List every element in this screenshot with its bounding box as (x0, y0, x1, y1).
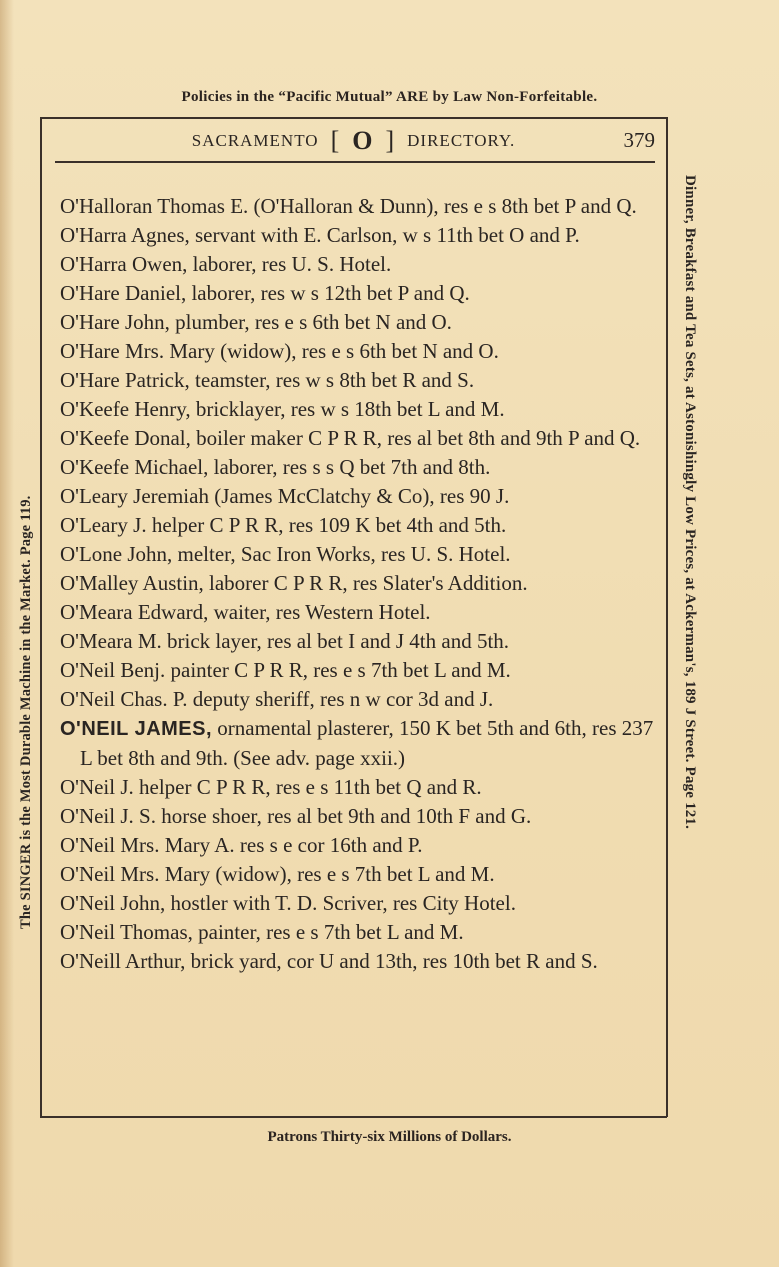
left-margin-advertisement: The SINGER is the Most Durable Machine in the Market. Page 119. (18, 495, 34, 929)
entry-text: ornamental plasterer, 150 K bet 5th and 6th, res 237 L bet 8th and 9th. (See adv. page xxii.) (80, 716, 654, 770)
entry-text: O'Neil Thomas, painter, res e s 7th bet L and M. (60, 920, 464, 944)
entry-text: O'Leary J. helper C P R R, res 109 K bet 4th and 5th. (60, 513, 507, 537)
directory-entry (60, 192, 656, 221)
entry-text: O'Hare John, plumber, res e s 6th bet N and O. (60, 310, 452, 334)
directory-entry (60, 627, 656, 656)
right-margin-advertisement: Dinner, Breakfast and Tea Sets, at Astonishingly Low Prices, at Ackerman's, 189 J Street. Page 121. (682, 175, 698, 830)
directory-entry (60, 540, 656, 569)
frame-top-rule (40, 117, 667, 119)
directory-entry (60, 918, 656, 947)
entry-text: O'Hare Patrick, teamster, res w s 8th bet R and S. (60, 368, 475, 392)
entry-text: O'Harra Agnes, servant with E. Carlson, w s 11th bet O and P. (60, 223, 580, 247)
directory-entry (60, 685, 656, 714)
directory-entry (60, 889, 656, 918)
running-head-city: SACRAMENTO (191, 131, 319, 150)
directory-entry (60, 221, 656, 250)
entry-text: O'Keefe Michael, laborer, res s s Q bet 7th and 8th. (60, 455, 491, 479)
running-head-rule (55, 161, 655, 163)
directory-entry (60, 714, 656, 773)
entry-text: O'Keefe Donal, boiler maker C P R R, res al bet 8th and 9th P and Q. (60, 426, 641, 450)
directory-entry (60, 337, 656, 366)
entry-text: O'Harra Owen, laborer, res U. S. Hotel. (60, 252, 392, 276)
entry-text: O'Neil Benj. painter C P R R, res e s 7th bet L and M. (60, 658, 511, 682)
running-head-title: DIRECTORY. (407, 131, 516, 150)
directory-entries (60, 192, 656, 976)
directory-entry (60, 947, 656, 976)
entry-text: O'Meara Edward, waiter, res Western Hotel. (60, 600, 431, 624)
directory-entry (60, 802, 656, 831)
entry-text: O'Halloran Thomas E. (O'Halloran & Dunn), res e s 8th bet P and Q. (60, 194, 637, 218)
frame-right-rule (666, 117, 668, 1117)
directory-entry (60, 656, 656, 685)
entry-text: O'Lone John, melter, Sac Iron Works, res U. S. Hotel. (60, 542, 511, 566)
directory-entry (60, 598, 656, 627)
entry-text: O'Neil Mrs. Mary (widow), res e s 7th bet L and M. (60, 862, 495, 886)
running-head-bracket-right: ] (385, 126, 396, 155)
directory-entry (60, 569, 656, 598)
entry-text: O'Neil J. S. horse shoer, res al bet 9th and 10th F and G. (60, 804, 532, 828)
entry-text: O'Neil J. helper C P R R, res e s 11th bet Q and R. (60, 775, 482, 799)
directory-entry (60, 773, 656, 802)
directory-entry (60, 250, 656, 279)
directory-entry (60, 395, 656, 424)
entry-text: O'Neil Chas. P. deputy sheriff, res n w cor 3d and J. (60, 687, 494, 711)
footer-advertisement: Patrons Thirty-six Millions of Dollars. (267, 1129, 512, 1145)
frame-left-rule (40, 117, 42, 1117)
frame-bottom-rule (40, 1116, 667, 1118)
entry-text: O'Hare Mrs. Mary (widow), res e s 6th bet N and O. (60, 339, 499, 363)
entry-text: O'Neill Arthur, brick yard, cor U and 13th, res 10th bet R and S. (60, 949, 598, 973)
directory-entry (60, 860, 656, 889)
running-head-letter: O (352, 126, 374, 155)
entry-text: O'Neil John, hostler with T. D. Scriver, res City Hotel. (60, 891, 516, 915)
directory-entry (60, 308, 656, 337)
entry-text: O'Malley Austin, laborer C P R R, res Slater's Addition. (60, 571, 528, 595)
entry-text: O'Meara M. brick layer, res al bet I and J 4th and 5th. (60, 629, 510, 653)
header-advertisement: Policies in the “Pacific Mutual” ARE by Law Non-Forfeitable. (181, 89, 598, 105)
entry-name-bold: O'NEIL JAMES, (60, 718, 213, 740)
directory-entry (60, 424, 656, 453)
entry-text: O'Keefe Henry, bricklayer, res w s 18th bet L and M. (60, 397, 505, 421)
directory-entry (60, 482, 656, 511)
running-head-bracket-left: [ (330, 126, 341, 155)
running-head (40, 124, 667, 158)
directory-entry (60, 511, 656, 540)
entry-text: O'Neil Mrs. Mary A. res s e cor 16th and P. (60, 833, 423, 857)
page-number: 379 (623, 128, 655, 152)
directory-entry (60, 831, 656, 860)
entry-text: O'Hare Daniel, laborer, res w s 12th bet P and Q. (60, 281, 470, 305)
directory-entry (60, 453, 656, 482)
entry-text: O'Leary Jeremiah (James McClatchy & Co), res 90 J. (60, 484, 510, 508)
directory-entry (60, 279, 656, 308)
directory-entry (60, 366, 656, 395)
